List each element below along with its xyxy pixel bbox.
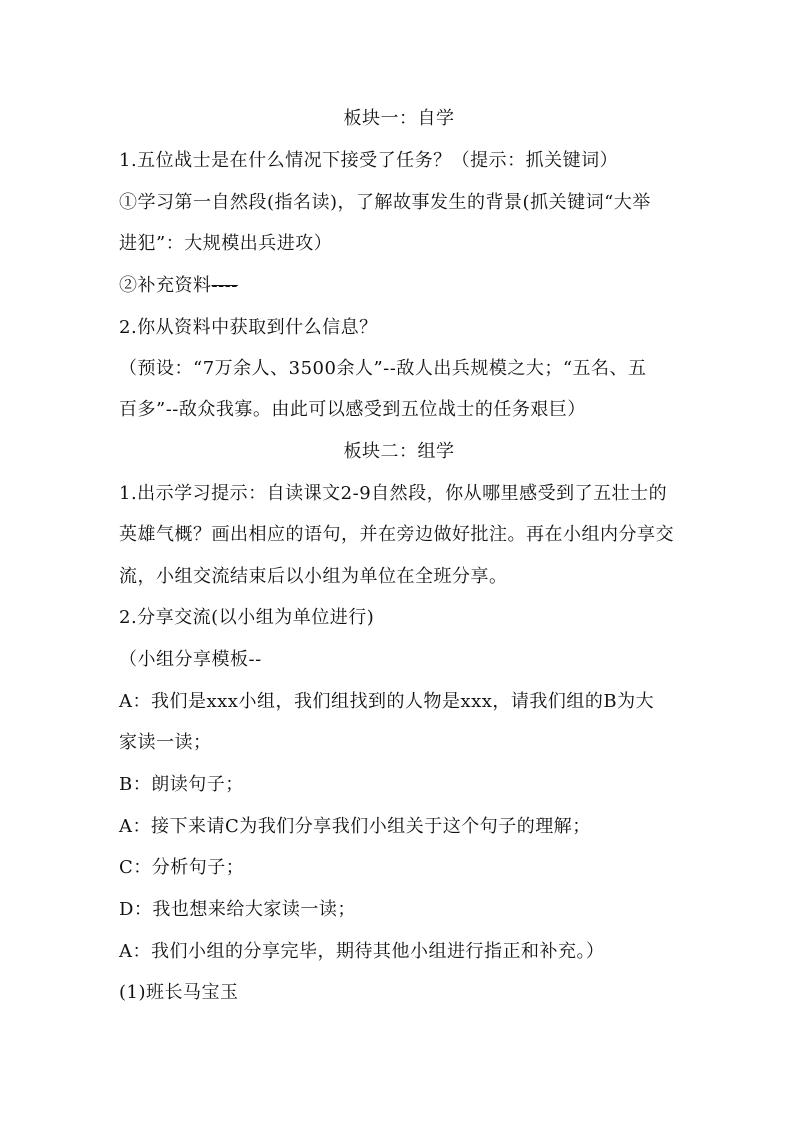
item-2 xyxy=(119,274,679,298)
template-title: （小组分享模板-- xyxy=(119,649,262,670)
template-a2: A：接下来请C为我们分享我们小组关于这个句子的理解； xyxy=(119,816,591,837)
question-1: 1.五位战士是在什么情况下接受了任务？（提示：抓关键词） xyxy=(119,150,619,171)
list-item-1: (1)班长马宝玉 xyxy=(119,982,239,1003)
template-a1-line-2: 家读一读； xyxy=(119,732,212,753)
template-a3: A：我们小组的分享完毕，期待其他小组进行指正和补充。） xyxy=(119,941,605,962)
template-b: B：朗读句子； xyxy=(119,774,244,795)
paragraph-1-line-3: 流，小组交流结束后以小组为单位在全班分享。 xyxy=(119,566,508,587)
paragraph-1-line-1: 1.出示学习提示：自读课文2-9自然段，你从哪里感受到了五壮士的 xyxy=(119,483,668,504)
question-2: 2.你从资料中获取到什么信息？ xyxy=(119,317,378,338)
section2-title: 板块二：组学 xyxy=(343,441,455,462)
answer-line-1: （预设：“7万余人、3500余人”--敌人出兵规模之大；“五名、五 xyxy=(119,358,647,379)
template-c: C：分析句子； xyxy=(119,857,245,878)
template-a1-line-1: A：我们是xxx小组，我们组找到的人物是xxx，请我们组的B为大 xyxy=(119,691,655,712)
section1-title: 板块一：自学 xyxy=(343,108,455,129)
paragraph-2: 2.分享交流(以小组为单位进行) xyxy=(119,607,375,628)
item-2-text: ②补充资料 xyxy=(119,275,212,296)
item-1-line-1: ①学习第一自然段(指名读)，了解故事发生的背景(抓关键词“大举 xyxy=(119,192,651,213)
paragraph-1-line-2: 英雄气概？画出相应的语句，并在旁边做好批注。再在小组内分享交 xyxy=(119,524,674,545)
item-2-struck-dashes: ---- xyxy=(211,275,238,296)
item-1-line-2: 进犯”：大规模出兵进攻） xyxy=(119,233,333,254)
template-d: D：我也想来给大家读一读； xyxy=(119,899,356,920)
answer-line-2: 百多”--敌众我寡。由此可以感受到五位战士的任务艰巨） xyxy=(119,399,586,420)
